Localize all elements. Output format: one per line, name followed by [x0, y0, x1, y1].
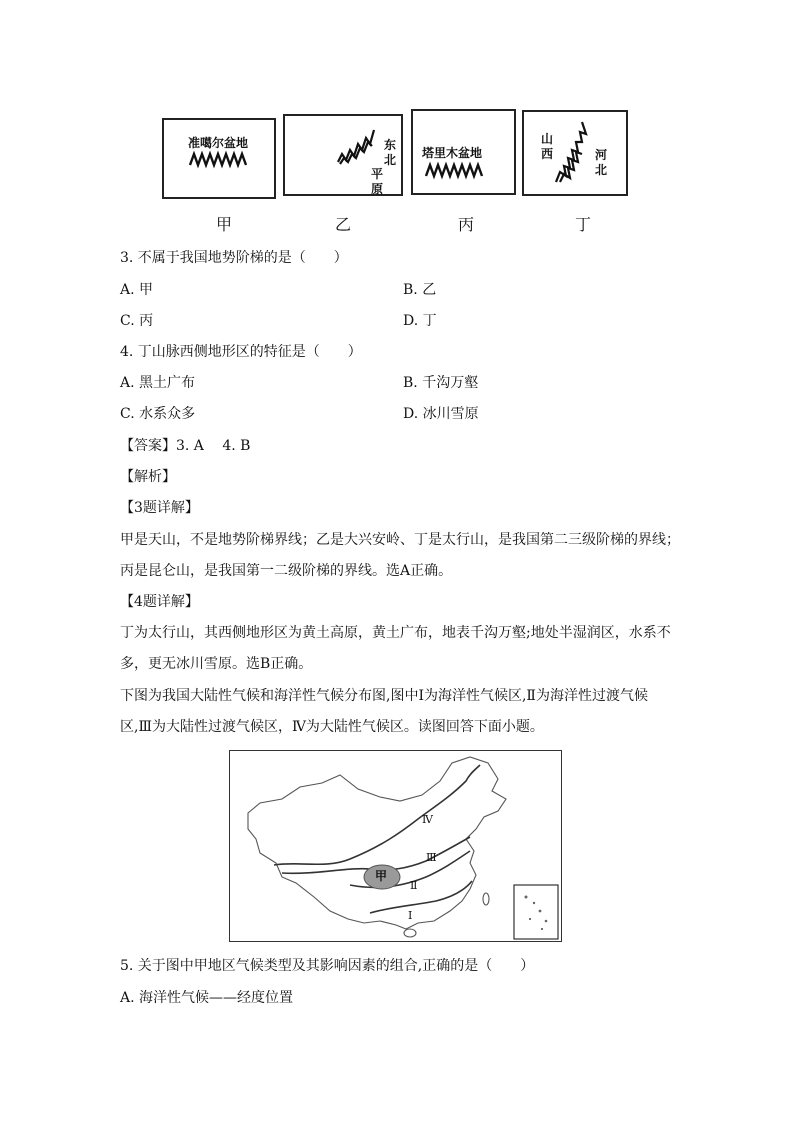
- q4-option-a: A. 黑土广布: [120, 375, 196, 391]
- map-label-iii: Ⅲ: [426, 851, 437, 864]
- detail-4-title: 【4题详解】: [120, 594, 199, 610]
- q4-option-d: D. 冰川雪原: [403, 406, 479, 422]
- q3-option-a: A. 甲: [120, 282, 154, 298]
- caption-ding: 丁: [574, 215, 591, 234]
- q4-option-b: B. 千沟万壑: [403, 375, 479, 391]
- map-label-ii: Ⅱ: [410, 879, 418, 892]
- answer-line: 【答案】3. A 4. B: [120, 438, 251, 454]
- intro-line-2: 区,Ⅲ为大陆性过渡气候区，Ⅳ为大陆性气候区。读图回答下面小题。: [120, 719, 544, 735]
- question-5: 5. 关于图中甲地区气候类型及其影响因素的组合,正确的是（ ）: [120, 958, 535, 974]
- caption-yi: 乙: [334, 215, 351, 234]
- climate-map: [229, 750, 562, 942]
- q3-option-d: D. 丁: [403, 313, 437, 329]
- label-xi: 西: [540, 147, 553, 161]
- label-yuan: 原: [370, 182, 383, 196]
- q4-option-c: C. 水系众多: [120, 406, 196, 422]
- question-3: 3. 不属于我国地势阶梯的是（ ）: [120, 250, 348, 266]
- hainan-island: [404, 929, 416, 937]
- map-label-jia: 甲: [375, 869, 388, 883]
- detail-4-line-1: 丁为太行山，其西侧地形区为黄土高原，黄土广布，地表千沟万壑;地处半湿润区，水系不: [120, 625, 671, 641]
- mountain-symbol-bing: [426, 163, 482, 177]
- detail-4-line-2: 多，更无冰川雪原。选B正确。: [120, 656, 313, 672]
- q5-option-a: A. 海洋性气候——经度位置: [120, 990, 294, 1006]
- label-he: 河: [594, 148, 607, 162]
- box-ding-label-right: [594, 148, 608, 178]
- mountain-symbol-jia: [190, 152, 248, 166]
- label-shan: 山: [540, 132, 553, 146]
- detail-3-title: 【3题详解】: [120, 500, 199, 516]
- detail-3-line-1: 甲是天山，不是地势阶梯界线；乙是大兴安岭、丁是太行山，是我国第二三级阶梯的界线；: [120, 532, 680, 548]
- q3-option-c: C. 丙: [120, 313, 154, 329]
- intro-line-1: 下图为我国大陆性气候和海洋性气候分布图,图中Ⅰ为海洋性气候区,Ⅱ为海洋性过渡气候: [120, 688, 648, 704]
- box-yi-label-2: [370, 167, 384, 197]
- question-4: 4. 丁山脉西侧地形区的特征是（ ）: [120, 344, 362, 360]
- box-bing-label: 塔里木盆地: [422, 146, 483, 160]
- label-dong: 东: [383, 138, 396, 152]
- boundary-iv: [274, 765, 480, 865]
- south-china-sea-inset: [514, 885, 558, 939]
- label-bei: 北: [383, 153, 396, 167]
- china-outline: [248, 757, 506, 929]
- map-label-i: Ⅰ: [408, 909, 413, 922]
- caption-jia: 甲: [215, 215, 232, 234]
- detail-3-line-2: 丙是昆仑山，是我国第一二级阶梯的界线。选A正确。: [120, 563, 453, 579]
- taiwan-island: [483, 893, 489, 905]
- caption-bing: 丙: [457, 215, 474, 234]
- analysis-title: 【解析】: [120, 469, 176, 485]
- label-bei2: 北: [594, 163, 607, 177]
- box-yi-label: [383, 138, 397, 168]
- box-jia-label: 准噶尔盆地: [188, 136, 249, 150]
- label-ping: 平: [370, 167, 383, 181]
- mountain-symbol-yi: [336, 124, 376, 166]
- mountain-symbol-ding: [552, 120, 588, 184]
- q3-option-b: B. 乙: [403, 282, 437, 298]
- map-label-iv: Ⅳ: [422, 813, 433, 826]
